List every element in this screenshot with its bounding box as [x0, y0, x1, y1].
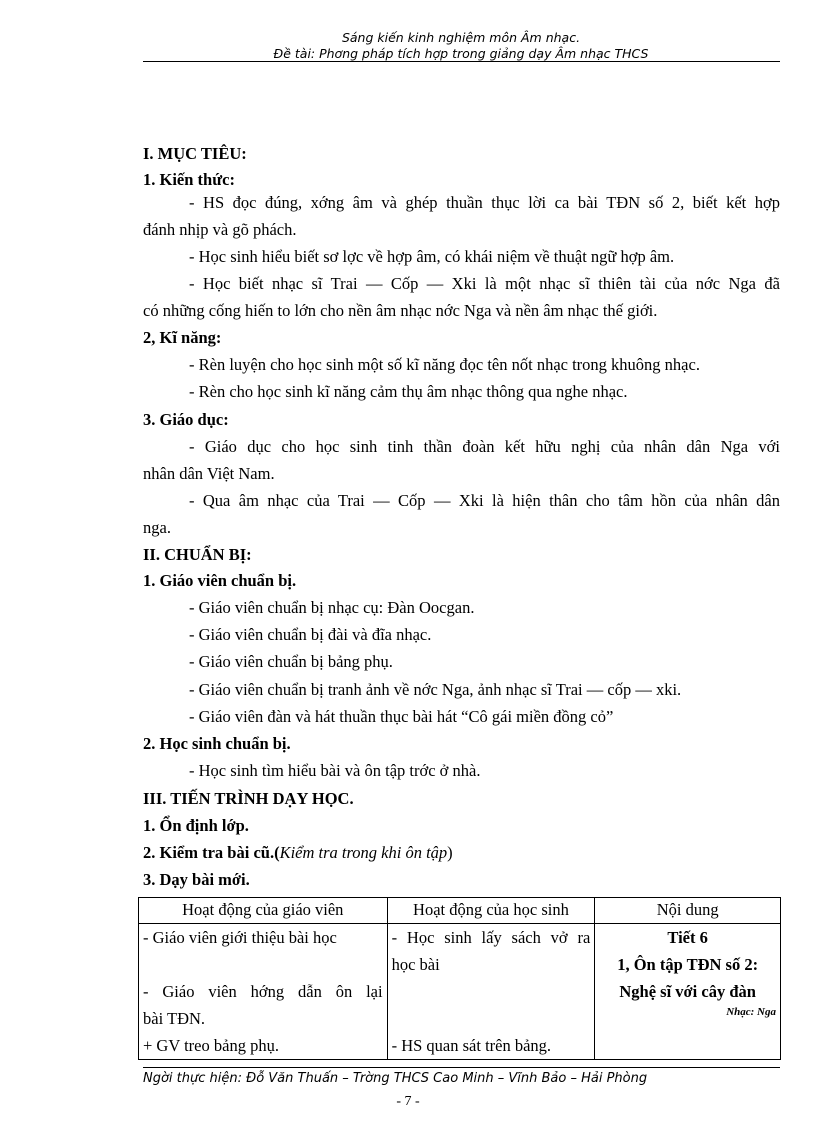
page-header: [143, 30, 779, 62]
cell-line: - Giáo viên hớng dẫn ôn lại: [143, 982, 383, 1001]
paragraph: - Rèn luyện cho học sinh một số kĩ năng đọc tên nốt nhạc trong khuông nhạc.: [189, 355, 700, 374]
paragraph: nga.: [143, 518, 171, 537]
list-item: - Giáo viên chuẩn bị bảng phụ.: [189, 652, 393, 671]
footer-author: Ngời thực hiện: Đỗ Văn Thuấn – Trờng THCS Cao Minh – Vĩnh Bảo – Hải Phòng: [143, 1071, 648, 1086]
cell-line: [392, 978, 591, 1005]
cell-line: [143, 951, 383, 978]
heading-giao-duc: 3. Giáo dục:: [143, 410, 229, 429]
composer-note: Nhạc: Nga: [726, 1006, 776, 1018]
heading-giao-vien: 1. Giáo viên chuẩn bị.: [143, 571, 297, 590]
section-3-title: III. TIẾN TRÌNH DẠY HỌC.: [143, 789, 354, 808]
page-number: - 7 -: [396, 1094, 420, 1109]
kiem-tra-close: ): [447, 843, 453, 862]
paragraph: có những cống hiến to lớn cho nền âm nhạc nớc Nga và nền âm nhạc thế giới.: [143, 301, 658, 320]
cell-line: - Học sinh lấy sách vở ra: [391, 928, 591, 947]
paragraph: nhân dân Việt Nam.: [143, 464, 275, 483]
heading-ki-nang: 2, Kĩ năng:: [143, 328, 222, 347]
paragraph: - Học biết nhạc sĩ Trai — Cốp — Xki là một nhạc sĩ thiên tài của nớc Nga đã: [189, 274, 780, 293]
header-rule: [143, 61, 780, 62]
footer-rule: [143, 1067, 780, 1068]
cell-line: + GV treo bảng phụ.: [143, 1036, 279, 1055]
paragraph: - Học sinh hiểu biết sơ lợc về hợp âm, có khái niệm về thuật ngữ hợp âm.: [189, 247, 675, 266]
cell-line: - Giáo viên giới thiệu bài học: [143, 928, 337, 947]
cell-line: - HS quan sát trên bảng.: [391, 1036, 552, 1055]
content-cell: [595, 924, 781, 1060]
column-header: Nội dung: [595, 898, 781, 924]
heading-on-dinh: 1. Ổn định lớp.: [143, 816, 249, 835]
paragraph: - Qua âm nhạc của Trai — Cốp — Xki là hiện thân cho tâm hồn của nhân dân: [189, 491, 780, 510]
header-line-1: Sáng kiến kinh nghiệm môn Âm nhạc.: [341, 30, 581, 45]
list-item: - Học sinh tìm hiểu bài và ôn tập trớc ở nhà.: [189, 761, 481, 780]
section-2-title: II. CHUẨN BỊ:: [143, 545, 252, 564]
table-row: [139, 924, 781, 1060]
list-item: - Giáo viên đàn và hát thuần thục bài hát “Cô gái miền đồng cỏ”: [189, 707, 614, 726]
list-item: - Giáo viên chuẩn bị tranh ảnh về nớc Nga, ảnh nhạc sĩ Trai — cốp — xki.: [189, 680, 682, 699]
column-header: Hoạt động của giáo viên: [139, 898, 388, 924]
heading-kiem-tra: [143, 843, 780, 863]
list-item: - Giáo viên chuẩn bị đài và đĩa nhạc.: [189, 625, 432, 644]
paragraph: - Rèn cho học sinh kĩ năng cảm thụ âm nhạc thông qua nghe nhạc.: [189, 382, 628, 401]
cell-line: học bài: [391, 955, 440, 974]
song-title: Nghệ sĩ với cây đàn: [619, 982, 756, 1001]
list-item: - Giáo viên chuẩn bị nhạc cụ: Đàn Oocgan.: [189, 598, 475, 617]
paragraph: đánh nhịp và gõ phách.: [143, 220, 297, 239]
heading-day-bai-moi: 3. Dạy bài mới.: [143, 870, 250, 889]
header-line-2: Đề tài: Phơng pháp tích hợp trong giảng dạy Âm nhạc THCS: [273, 46, 649, 61]
column-header: Hoạt động của học sinh: [387, 898, 595, 924]
table-header-row: [139, 898, 781, 924]
heading-kien-thuc: 1. Kiến thức:: [143, 170, 235, 189]
paragraph: - HS đọc đúng, xớng âm và ghép thuần thục lời ca bài TĐN số 2, biết kết hợp: [189, 193, 780, 212]
cell-line: [392, 1005, 591, 1032]
heading-hoc-sinh: 2. Học sinh chuẩn bị.: [143, 734, 291, 753]
section-1-title: I. MỤC TIÊU:: [143, 144, 247, 163]
lesson-topic: 1, Ôn tập TĐN số 2:: [617, 955, 759, 974]
paragraph: - Giáo dục cho học sinh tinh thần đoàn kết hữu nghị của nhân dân Nga với: [189, 437, 780, 456]
teacher-activity-cell: [139, 924, 388, 1060]
kiem-tra-label: 2. Kiểm tra bài cũ.(: [143, 843, 280, 862]
cell-line: bài TĐN.: [143, 1009, 206, 1028]
lesson-number: Tiết 6: [667, 928, 708, 947]
lesson-table: [138, 897, 781, 1060]
kiem-tra-note: Kiểm tra trong khi ôn tập: [279, 843, 448, 862]
student-activity-cell: [387, 924, 595, 1060]
